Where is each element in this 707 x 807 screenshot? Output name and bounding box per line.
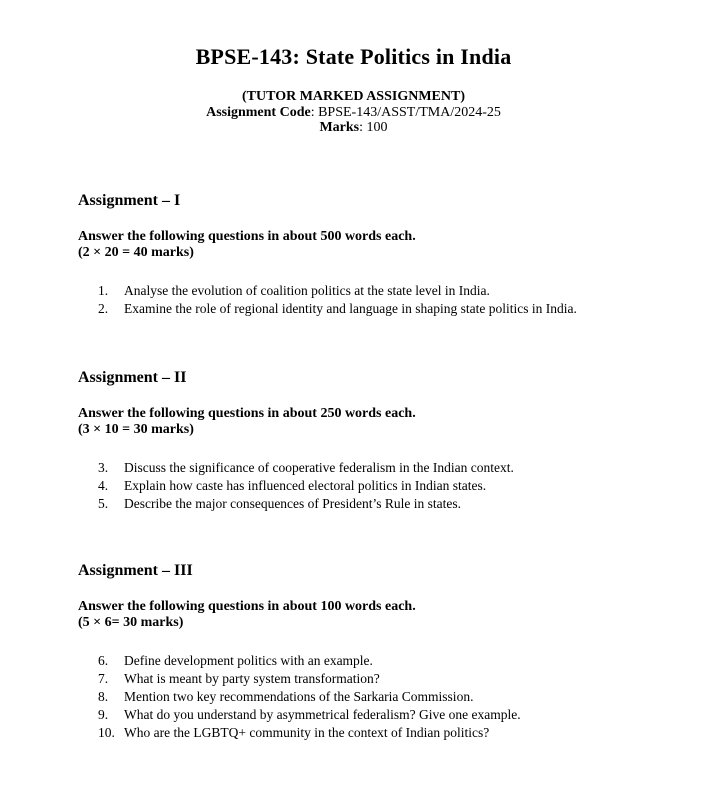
marks-line	[0, 120, 707, 136]
marks-label: Marks	[319, 120, 360, 135]
section-assignment-2	[78, 369, 629, 513]
section-heading: Assignment – III	[78, 561, 193, 579]
question-item	[78, 670, 629, 688]
question-text: Who are the LGBTQ+ community in the context of Indian politics?	[124, 724, 490, 740]
section-heading: Assignment – II	[78, 368, 187, 386]
instruction-text: Answer the following questions in about 100 words each.	[78, 598, 416, 614]
question-number: 3.	[98, 459, 109, 475]
question-text: What do you understand by asymmetrical federalism? Give one example.	[124, 706, 521, 722]
instruction-text: Answer the following questions in about 250 words each.	[78, 405, 416, 421]
question-item	[78, 688, 629, 706]
assignment-code-line	[0, 105, 707, 121]
question-item	[78, 282, 629, 300]
marks-value: : 100	[359, 120, 388, 135]
question-list	[78, 282, 629, 318]
question-number: 7.	[98, 670, 109, 686]
question-item	[78, 300, 629, 318]
question-number: 9.	[98, 706, 109, 722]
question-number: 6.	[98, 652, 109, 668]
question-text: Describe the major consequences of President’s Rule in states.	[124, 495, 462, 511]
assignment-code-value: : BPSE-143/ASST/TMA/2024-25	[310, 104, 501, 120]
marks-breakdown: (5 × 6= 30 marks)	[78, 614, 184, 630]
question-text: Examine the role of regional identity and language in shaping state politics in India.	[124, 300, 577, 316]
question-list	[78, 459, 629, 513]
question-number: 1.	[98, 282, 109, 298]
question-item	[78, 706, 629, 724]
instruction-text: Answer the following questions in about 500 words each.	[78, 228, 416, 244]
question-text: Mention two key recommendations of the Sarkaria Commission.	[124, 688, 474, 704]
document-meta	[0, 89, 707, 136]
marks-breakdown: (3 × 10 = 30 marks)	[78, 421, 194, 437]
section-instruction	[78, 229, 629, 261]
question-item	[78, 495, 629, 513]
question-number: 5.	[98, 495, 109, 511]
document-body	[0, 192, 707, 742]
question-number: 8.	[98, 688, 109, 704]
section-assignment-3	[78, 562, 629, 742]
assignment-code-label: Assignment Code	[206, 104, 311, 120]
question-number: 10.	[98, 724, 115, 740]
question-number: 4.	[98, 477, 109, 493]
question-text: Define development politics with an example.	[124, 652, 373, 668]
subtitle-line: (TUTOR MARKED ASSIGNMENT)	[242, 89, 465, 104]
question-text: Discuss the significance of cooperative federalism in the Indian context.	[124, 459, 514, 475]
section-instruction	[78, 406, 629, 438]
question-list	[78, 652, 629, 742]
question-text: What is meant by party system transformation?	[124, 670, 380, 686]
section-assignment-1	[78, 192, 629, 318]
section-instruction	[78, 599, 629, 631]
section-heading: Assignment – I	[78, 191, 181, 209]
question-number: 2.	[98, 300, 109, 316]
question-item	[78, 459, 629, 477]
page-title: BPSE-143: State Politics in India	[195, 44, 512, 69]
question-item	[78, 724, 629, 742]
question-item	[78, 652, 629, 670]
marks-breakdown: (2 × 20 = 40 marks)	[78, 244, 194, 260]
question-text: Explain how caste has influenced electoral politics in Indian states.	[124, 477, 487, 493]
question-item	[78, 477, 629, 495]
question-text: Analyse the evolution of coalition politics at the state level in India.	[124, 282, 490, 298]
document-header	[0, 0, 707, 136]
